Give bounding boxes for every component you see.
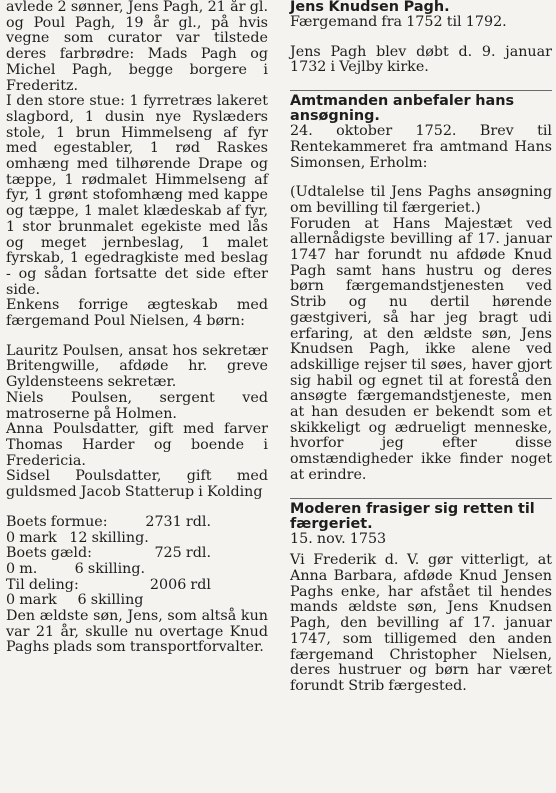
figure-value: 2731 rdl. — [145, 513, 211, 530]
figure-value: 725 rdl. — [154, 545, 211, 562]
intro-paragraph: avlede 2 sønner, Jens Pagh, 21 år gl. og Poul Pagh, 19 år gl., på hvis vegne som curator var tilstede deres farbrødre: Mads Pagh og Michel Pagh, begge borgere i Frederitz. — [6, 0, 268, 94]
section-date: 24. oktober 1752. Brev til Rentekammeret fra amtmand Hans Simonsen, Erholm: — [290, 123, 552, 171]
figure-label: Boets gæld: — [6, 545, 92, 562]
section-heading: Jens Knudsen Pagh. — [290, 0, 450, 15]
section-body: Foruden at Hans Majestæt ved allernådigste bevilling af 17. januar 1747 har forundt nu afdøde Knud Pagh samt hans hustru og deres børn færgemandstjenesten ved Strib og nu dertil hørende gæstgiveri, så har jeg bragt udi erfaring, at den ældste søn, Jens Knudsen Pagh, ikke alene ved adskillige rejser til søes, haver gjort sig habil og egnet til at forestå den ansøgte færgemandstjeneste, men at han desuden er bekendt som et skikkeligt og ædrueligt menneske, hvorfor jeg efter disse omstændigheder ikke finder noget at erindre. — [290, 215, 552, 483]
left-column — [6, 0, 268, 656]
figure-sub-text: 0 m. 6 skilling. — [6, 560, 146, 577]
section-heading: Moderen frasiger sig retten til færgeriet. — [290, 500, 535, 532]
figure-sub-text: 0 mark 6 skilling — [6, 592, 144, 609]
widow-intro-paragraph: Enkens forrige ægteskab med færgemand Poul Nielsen, 4 børn: — [6, 297, 268, 330]
section-note: (Udtalelse til Jens Paghs ansøgning om bevilling til færgeriet.) — [290, 184, 552, 216]
figure-row — [6, 578, 268, 594]
right-column — [290, 0, 552, 695]
spacer — [290, 484, 552, 498]
figure-value: 2006 rdl — [149, 576, 211, 593]
spacer — [6, 501, 268, 515]
section-date: 15. nov. 1753 — [290, 530, 387, 547]
figure-label: Boets formue: — [6, 513, 108, 530]
figure-row — [6, 546, 268, 562]
section-divider — [290, 90, 552, 91]
section-divider — [290, 498, 552, 499]
figure-sub — [6, 562, 268, 578]
inventory-paragraph: I den store stue: 1 fyrretræs lakeret slagbord, 1 dusin nye Ryslæders stole, 1 brun Himmelseng af fyr med egestabler, 1 rød Raskes omhæng med tilhørende Drape og tæppe, 1 rødmalet Himmelseng af fyr, 1 grønt stofomhæng med kappe og tæppe, 1 malet klædeskab af fyr, 1 stor brunmalet egekiste med lås og meget jernbeslag, 1 malet fyrskab, 1 egedragkiste med beslag - og sådan fortsatte det side efter side. — [6, 93, 268, 298]
figure-label: Til deling: — [6, 576, 79, 593]
section-body: Vi Frederik d. V. gør vitterligt, at Anna Barbara, afdøde Knud Jensen Paghs enke, har afstået til hendes mands ældste søn, Jens Knudsen Pagh, den bevilling af 17. januar 1747, som tilligemed den anden færgemand Christopher Nielsen, deres hustruer og børn har været forundt Strib færgested. — [290, 552, 552, 694]
figure-sub — [6, 593, 268, 609]
spacer — [290, 31, 552, 45]
spacer — [290, 171, 552, 185]
child-entry: Sidsel Poulsdatter, gift med guldsmed Jacob Statterup i Kolding — [6, 468, 268, 501]
child-entry: Lauritz Poulsen, ansat hos sekretær Britengwille, afdøde hr. greve Gyldensteens sekretær. — [6, 342, 268, 391]
figure-sub-text: 0 mark 12 skilling. — [6, 529, 149, 546]
child-entry: Niels Poulsen, sergent ved matroserne på Holmen. — [6, 389, 268, 422]
figure-row — [6, 515, 268, 531]
closing-paragraph: Den ældste søn, Jens, som altså kun var 21 år, skulle nu overtage Knud Paghs plads som transportforvalter. — [6, 608, 268, 656]
estate-figures — [6, 515, 268, 609]
section-paragraph: Færgemand fra 1752 til 1792. — [290, 14, 507, 30]
child-entry: Anna Poulsdatter, gift med farver Thomas Harder og boende i Fredericia. — [6, 421, 268, 469]
spacer — [6, 330, 268, 344]
figure-sub — [6, 531, 268, 547]
spacer — [290, 76, 552, 90]
section-heading: Amtmanden anbefaler hans ansøgning. — [290, 93, 515, 125]
section-paragraph: Jens Pagh blev døbt d. 9. januar 1732 i Vejlby kirke. — [290, 43, 552, 76]
